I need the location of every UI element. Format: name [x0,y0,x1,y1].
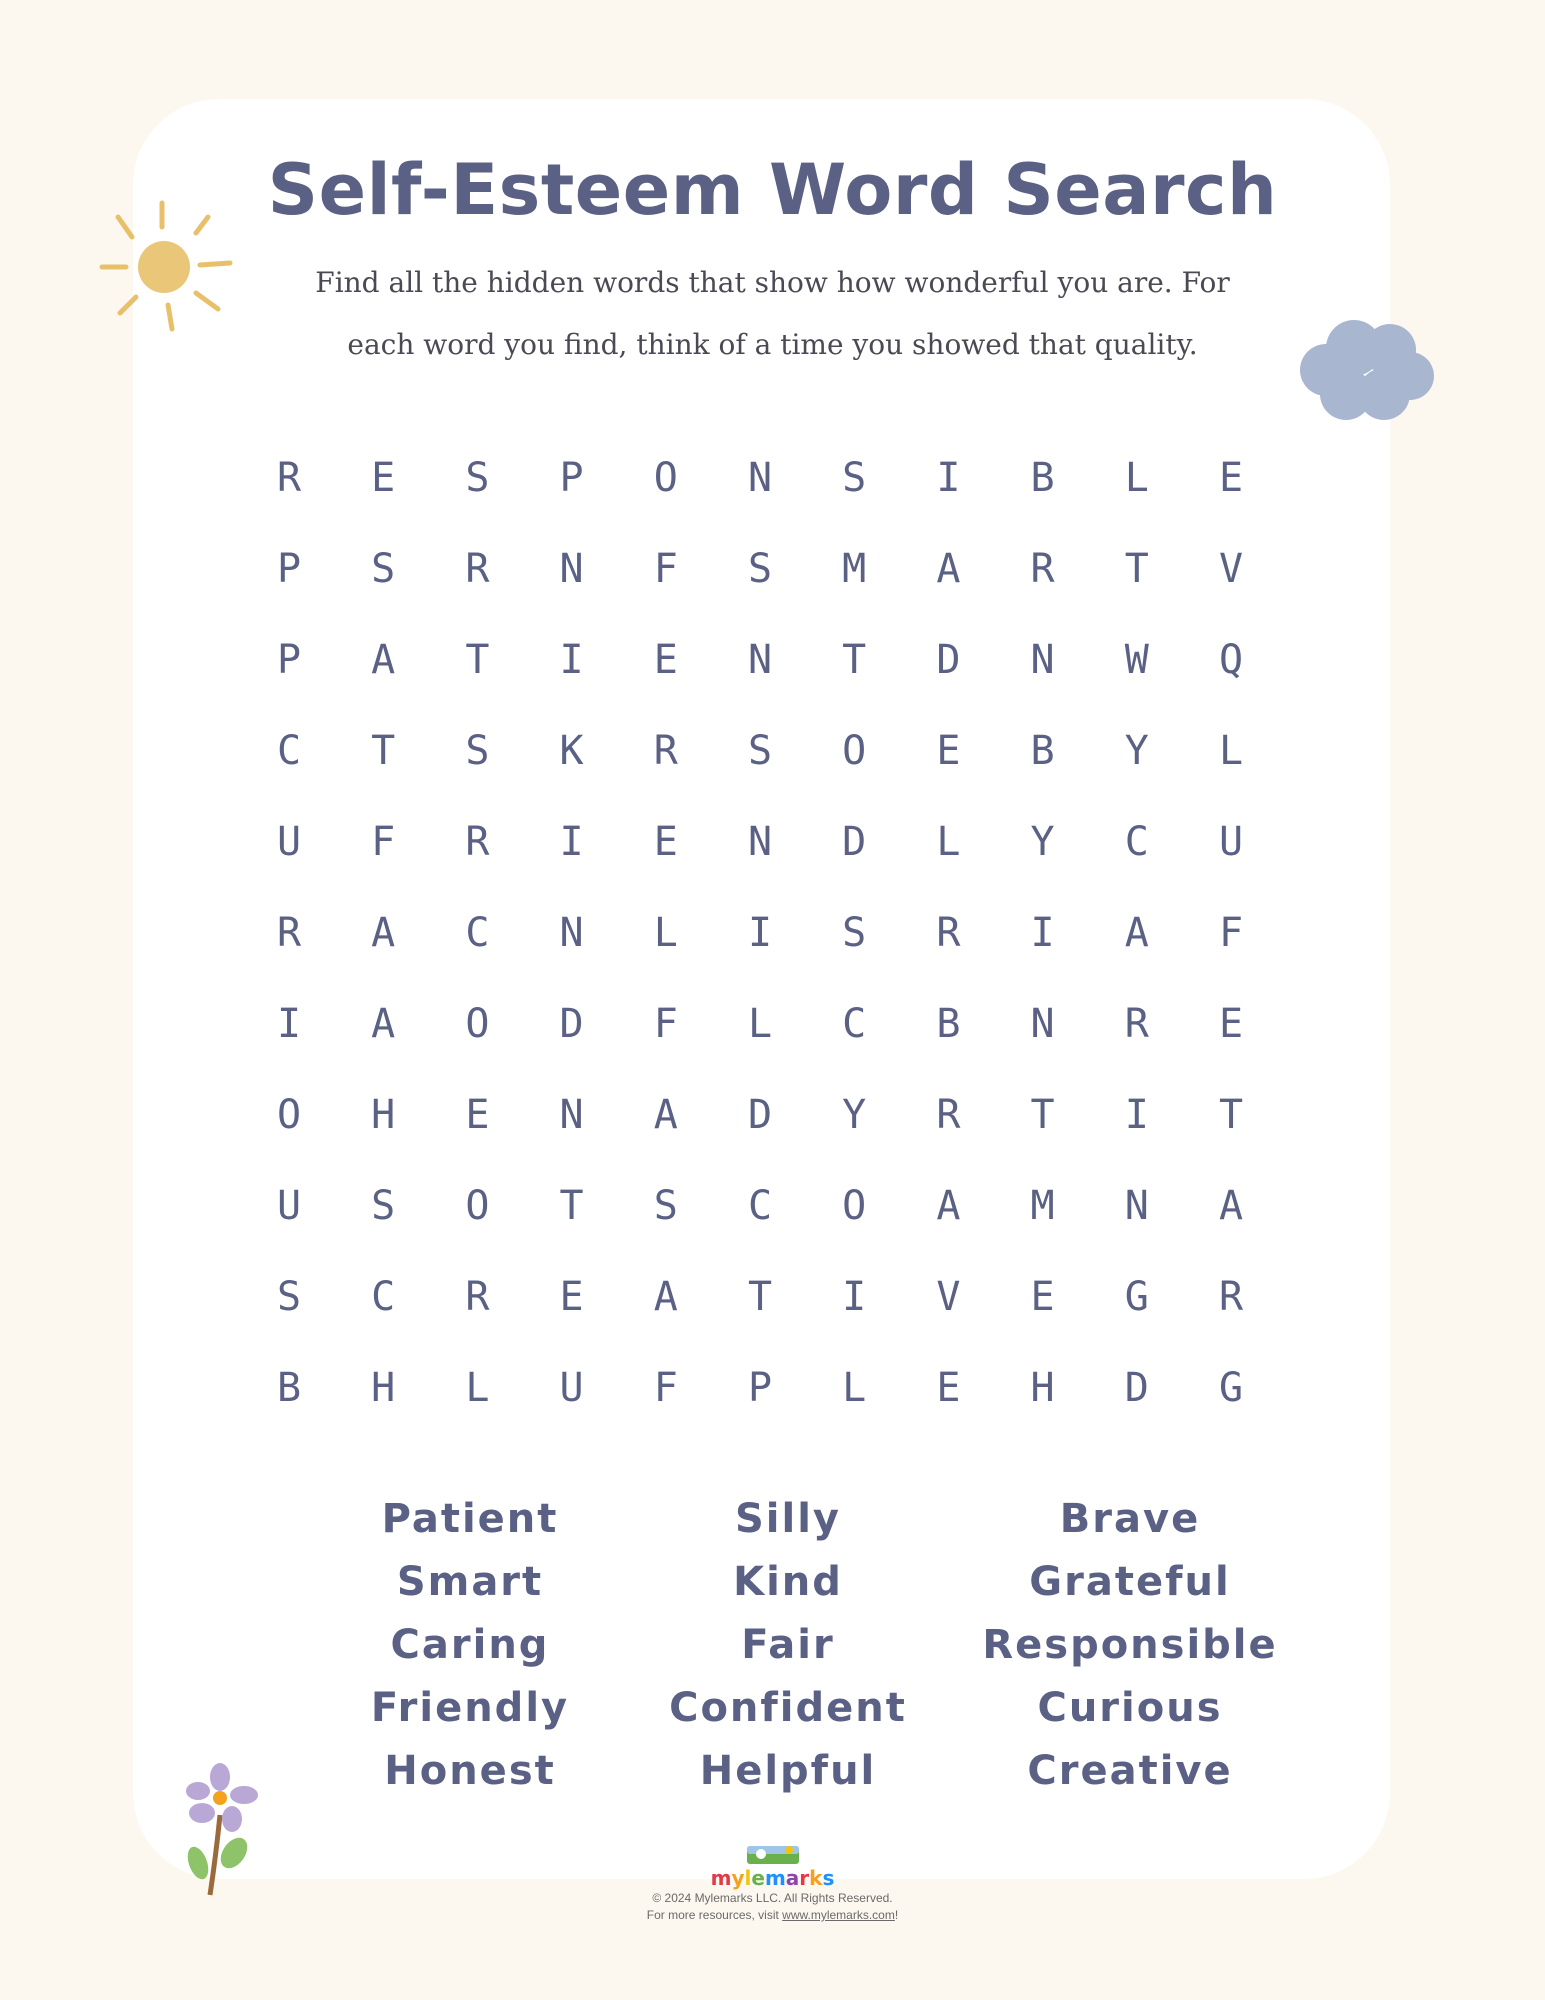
grid-row [242,1070,1342,1161]
grid-letter[interactable]: N [747,637,773,683]
grid-letter[interactable]: S [371,1183,396,1229]
grid-letter[interactable]: C [465,910,490,956]
mylemarks-logo[interactable] [0,1866,1545,1890]
grid-letter[interactable]: E [936,728,961,774]
grid-letter[interactable]: S [371,546,396,592]
grid-letter[interactable]: C [1124,819,1149,865]
logo-letter: r [799,1866,810,1890]
grid-letter[interactable]: Y [1124,728,1149,774]
grid-letter[interactable]: S [747,728,773,774]
grid-letter[interactable]: Y [842,1092,867,1138]
word-item: Brave [1059,1496,1201,1542]
cloud-icon [1292,314,1440,426]
grid-letter[interactable]: B [936,1001,961,1047]
grid-letter[interactable]: F [371,819,396,865]
grid-letter[interactable]: W [1124,637,1149,683]
grid-letter[interactable]: M [1030,1183,1055,1229]
grid-letter[interactable]: E [653,819,678,865]
grid-letter[interactable]: V [936,1274,961,1320]
grid-letter[interactable]: L [936,819,961,865]
grid-letter[interactable]: U [1218,819,1244,865]
grid-letter[interactable]: H [1030,1365,1055,1411]
grid-letter[interactable]: E [371,455,396,501]
word-bank [300,1488,1278,1808]
grid-letter[interactable]: C [842,1001,867,1047]
word-item: Kind [733,1559,843,1605]
grid-letter[interactable]: Y [1030,819,1055,865]
grid-letter[interactable]: R [276,455,302,501]
word-bank-column [960,1488,1300,1803]
grid-letter[interactable]: S [276,1274,302,1320]
grid-letter[interactable]: B [1030,455,1055,501]
grid-letter[interactable]: N [559,910,584,956]
grid-letter[interactable]: E [936,1365,961,1411]
grid-letter[interactable]: T [842,637,867,683]
grid-letter[interactable]: R [465,819,490,865]
grid-letter[interactable]: U [276,819,302,865]
grid-letter[interactable]: U [276,1183,302,1229]
word-item: Smart [396,1559,544,1605]
grid-letter[interactable]: K [559,728,584,774]
resources-suffix: ! [894,1908,899,1922]
grid-letter[interactable]: N [559,1092,584,1138]
grid-letter[interactable]: S [842,910,867,956]
grid-letter[interactable]: N [559,546,584,592]
grid-letter[interactable]: C [371,1274,396,1320]
word-item: Grateful [1029,1559,1231,1605]
word-bank-column [300,1488,640,1803]
grid-letter[interactable]: A [653,1092,678,1138]
instructions-text: Find all the hidden words that show how wonderful you are. For each word you find, think of a time you showed that quality. [315,266,1230,361]
grid-letter[interactable]: T [371,728,396,774]
word-item: Friendly [370,1685,570,1731]
grid-letter[interactable]: E [465,1092,490,1138]
grid-row [242,524,1342,615]
grid-letter[interactable]: A [936,1183,961,1229]
grid-letter[interactable]: D [1124,1365,1149,1411]
grid-letter[interactable]: P [747,1365,773,1411]
grid-letter[interactable]: E [559,1274,584,1320]
footer [0,1840,1545,1924]
grid-letter[interactable]: F [653,1001,678,1047]
grid-letter[interactable]: T [1218,1092,1244,1138]
grid-letter[interactable]: G [1218,1365,1244,1411]
grid-letter[interactable]: L [842,1365,867,1411]
word-bank-column [618,1488,958,1803]
word-item: Silly [734,1496,841,1542]
word-item: Honest [384,1748,556,1794]
grid-letter[interactable]: H [371,1092,396,1138]
grid-letter[interactable]: A [936,546,961,592]
logo-letter: k [809,1866,823,1890]
logo-letter: a [785,1866,800,1890]
logo-letter: y [731,1866,745,1890]
grid-letter[interactable]: V [1218,546,1244,592]
word-item: Creative [1027,1748,1233,1794]
grid-letter[interactable]: H [371,1365,396,1411]
word-item: Confident [669,1685,907,1731]
grid-letter[interactable]: D [747,1092,773,1138]
grid-letter[interactable]: P [559,455,584,501]
grid-letter[interactable]: I [936,455,961,501]
logo-letter: l [744,1866,752,1890]
grid-letter[interactable]: R [465,546,490,592]
grid-letter[interactable]: I [559,637,584,683]
grid-row [242,433,1342,524]
grid-letter[interactable]: O [842,728,867,774]
grid-letter[interactable]: T [465,637,490,683]
grid-row [242,888,1342,979]
word-item: Patient [381,1496,559,1542]
grid-letter[interactable]: A [371,637,396,683]
grid-letter[interactable]: I [276,1001,302,1047]
word-item: Fair [741,1622,835,1668]
website-link[interactable]: www.mylemarks.com [782,1908,895,1922]
logo-letter: m [710,1866,732,1890]
logo-letter: e [751,1866,765,1890]
grid-letter[interactable]: E [1218,1001,1244,1047]
grid-letter[interactable]: N [1030,637,1055,683]
grid-letter[interactable]: A [371,1001,396,1047]
grid-letter[interactable]: L [465,1365,490,1411]
grid-letter[interactable]: U [559,1365,584,1411]
grid-letter[interactable]: R [653,728,678,774]
grid-letter[interactable]: N [747,819,773,865]
grid-letter[interactable]: R [1218,1274,1244,1320]
grid-letter[interactable]: B [276,1365,302,1411]
grid-letter[interactable]: C [747,1183,773,1229]
grid-letter[interactable]: E [1218,455,1244,501]
grid-letter[interactable]: E [653,637,678,683]
grid-letter[interactable]: N [1124,1183,1149,1229]
grid-letter[interactable]: O [653,455,678,501]
grid-letter[interactable]: S [747,546,773,592]
grid-letter[interactable]: A [653,1274,678,1320]
grid-letter[interactable]: C [276,728,302,774]
grid-letter[interactable]: A [1124,910,1149,956]
grid-letter[interactable]: A [1218,1183,1244,1229]
grid-letter[interactable]: M [842,546,867,592]
grid-letter[interactable]: I [1030,910,1055,956]
word-item: Helpful [699,1748,877,1794]
grid-letter[interactable]: F [653,1365,678,1411]
logo-letter: s [822,1866,835,1890]
grid-letter[interactable]: L [747,1001,773,1047]
grid-letter[interactable]: R [276,910,302,956]
grid-letter[interactable]: O [276,1092,302,1138]
grid-letter[interactable]: T [1124,546,1149,592]
grid-letter[interactable]: R [1030,546,1055,592]
word-item: Caring [390,1622,550,1668]
grid-row [242,615,1342,706]
grid-letter[interactable]: S [465,728,490,774]
page-title: Self-Esteem Word Search [267,149,1278,231]
grid-letter[interactable]: N [747,455,773,501]
word-item: Curious [1037,1685,1223,1731]
grid-letter[interactable]: D [559,1001,584,1047]
grid-letter[interactable]: D [936,637,961,683]
grid-letter[interactable]: L [1124,455,1149,501]
grid-letter[interactable]: L [1218,728,1244,774]
grid-letter[interactable]: G [1124,1274,1149,1320]
grid-letter[interactable]: I [1124,1092,1149,1138]
grid-letter[interactable]: I [842,1274,867,1320]
grid-letter[interactable]: T [1030,1092,1055,1138]
grid-letter[interactable]: I [747,910,773,956]
logo-picture-icon [743,1840,803,1866]
grid-letter[interactable]: T [747,1274,773,1320]
grid-letter[interactable]: P [276,637,302,683]
grid-letter[interactable]: D [842,819,867,865]
grid-row [242,1343,1342,1434]
grid-letter[interactable]: R [936,1092,961,1138]
grid-letter[interactable]: S [465,455,490,501]
grid-letter[interactable]: F [653,546,678,592]
grid-row [242,706,1342,797]
grid-letter[interactable]: L [653,910,678,956]
grid-letter[interactable]: R [1124,1001,1149,1047]
grid-letter[interactable]: S [653,1183,678,1229]
grid-letter[interactable]: T [559,1183,584,1229]
grid-row [242,1161,1342,1252]
word-item: Responsible [982,1622,1278,1668]
grid-letter[interactable]: A [371,910,396,956]
grid-letter[interactable]: O [465,1183,490,1229]
grid-letter[interactable]: R [936,910,961,956]
grid-row [242,1252,1342,1343]
grid-letter[interactable]: I [559,819,584,865]
grid-row [242,797,1342,888]
grid-letter[interactable]: E [1030,1274,1055,1320]
grid-letter[interactable]: O [465,1001,490,1047]
grid-letter[interactable]: R [465,1274,490,1320]
grid-letter[interactable]: F [1218,910,1244,956]
grid-letter[interactable]: O [842,1183,867,1229]
resources-line [0,1907,1545,1924]
grid-letter[interactable]: S [842,455,867,501]
copyright-text: © 2024 Mylemarks LLC. All Rights Reserved. [652,1891,893,1905]
grid-letter[interactable]: B [1030,728,1055,774]
grid-row [242,979,1342,1070]
grid-letter[interactable]: P [276,546,302,592]
resources-prefix: For more resources, visit [646,1908,783,1922]
grid-letter[interactable]: N [1030,1001,1055,1047]
letter-grid [242,433,1545,1433]
grid-letter[interactable]: Q [1218,637,1244,683]
logo-letter: m [764,1866,786,1890]
